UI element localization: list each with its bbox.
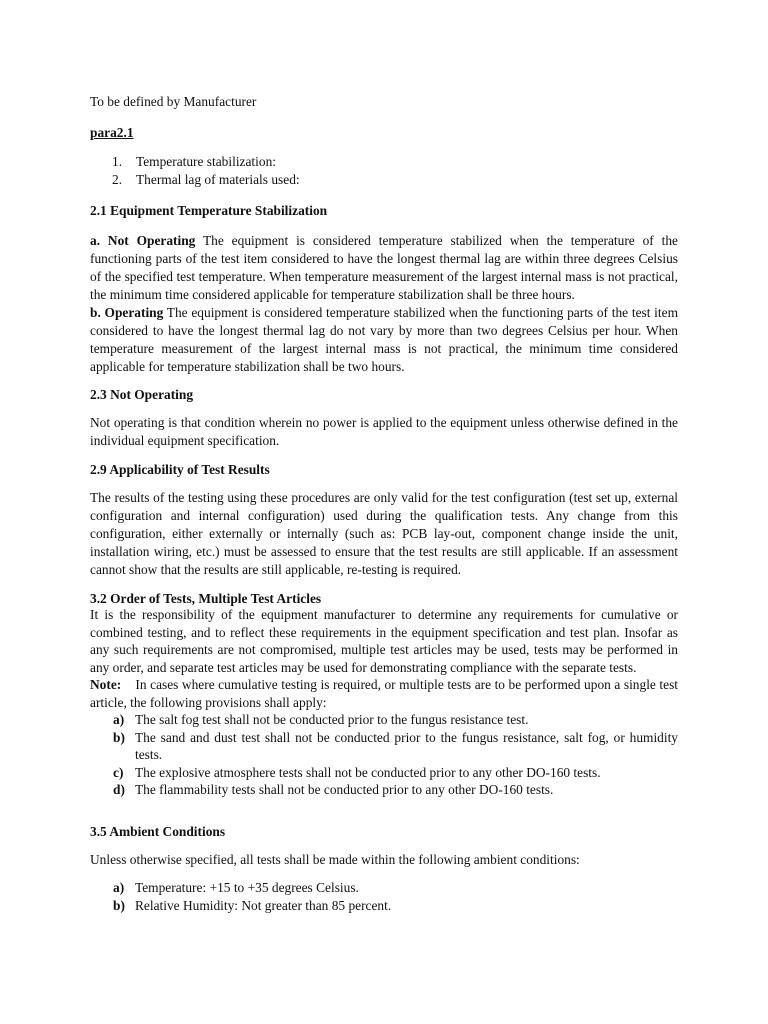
numbered-list xyxy=(90,153,678,189)
ambient-conditions-list xyxy=(90,879,678,914)
section-3-5-text: Unless otherwise specified, all tests shall be made within the following ambient conditions: xyxy=(90,852,580,867)
label-not-operating: a. Not Operating xyxy=(90,233,196,248)
list-item: b) Relative Humidity: Not greater than 85 percent. xyxy=(113,897,392,913)
list-item: 1. Temperature stabilization: xyxy=(112,154,276,169)
section-2-9-text: The results of the testing using these procedures are only valid for the test configuration (test set up, external configuration and internal configuration) used during the qualification tests. Any change from this configuration, either externally or internally (such as: PCB lay-out, component change inside the unit, installation wiring, etc.) must be assessed to ensure that the test results are still applicable. If an assessment cannot show that the results are still applicable, re-testing is required. xyxy=(90,490,678,577)
section-heading-2-3: 2.3 Not Operating xyxy=(90,387,194,402)
label-operating: b. Operating xyxy=(90,305,164,320)
section-2-3-text: Not operating is that condition wherein no power is applied to the equipment unless otherwise defined in the individual equipment specification. xyxy=(90,415,678,448)
note-label: Note: xyxy=(90,677,122,692)
paragraph-operating: b. Operating The equipment is considered temperature stabilized when the functioning parts of the test item considered to have the longest thermal lag do not vary by more than two degrees Celsius per hour. When temperature measurement of the largest internal mass is not practical, the minimum time considered applicable for temperature stabilization shall be two hours. xyxy=(90,305,678,374)
section-heading-3-2: 3.2 Order of Tests, Multiple Test Articles xyxy=(90,591,322,606)
section-heading-2-1: 2.1 Equipment Temperature Stabilization xyxy=(90,203,328,218)
intro-text: To be defined by Manufacturer xyxy=(90,94,257,109)
list-item: c) The explosive atmosphere tests shall not be conducted prior to any other DO-160 tests. xyxy=(113,764,601,780)
section-3-2-body xyxy=(90,606,682,799)
section-heading-3-5: 3.5 Ambient Conditions xyxy=(90,824,226,839)
list-item: b) The sand and dust test shall not be conducted prior to the fungus resistance, salt fog, or humidity tests. xyxy=(113,729,678,762)
paragraph-not-operating: a. Not Operating The equipment is considered temperature stabilized when the temperature of the functioning parts of the test item considered to have the longest thermal lag are within three degrees Celsius of the specified test temperature. When temperature measurement of the largest internal mass is not practical, the minimum time considered applicable for temperature stabilization shall be three hours. xyxy=(90,233,678,302)
list-item: a) The salt fog test shall not be conducted prior to the fungus resistance test. xyxy=(113,712,529,727)
provisions-list xyxy=(90,711,678,799)
note-paragraph: Note: In cases where cumulative testing is required, or multiple tests are to be performed upon a single test article, the following provisions shall apply: xyxy=(90,677,682,710)
list-item: d) The flammability tests shall not be conducted prior to any other DO-160 tests. xyxy=(113,782,554,797)
section-2-1-body xyxy=(90,232,678,376)
para-reference: para2.1 xyxy=(90,125,134,140)
section-heading-2-9: 2.9 Applicability of Test Results xyxy=(90,462,270,477)
list-item: a) Temperature: +15 to +35 degrees Celsius. xyxy=(113,880,359,895)
section-3-2-text: It is the responsibility of the equipment manufacturer to determine any requirements for cumulative or combined testing, and to reflect these requirements in the equipment specification and test plan. Insofar as any such requirements are not compromised, multiple test articles may be used, tests may be performed in any order, and separate test articles may be used for demonstrating compliance with the separate tests. xyxy=(90,607,678,675)
list-item: 2. Thermal lag of materials used: xyxy=(112,172,300,187)
